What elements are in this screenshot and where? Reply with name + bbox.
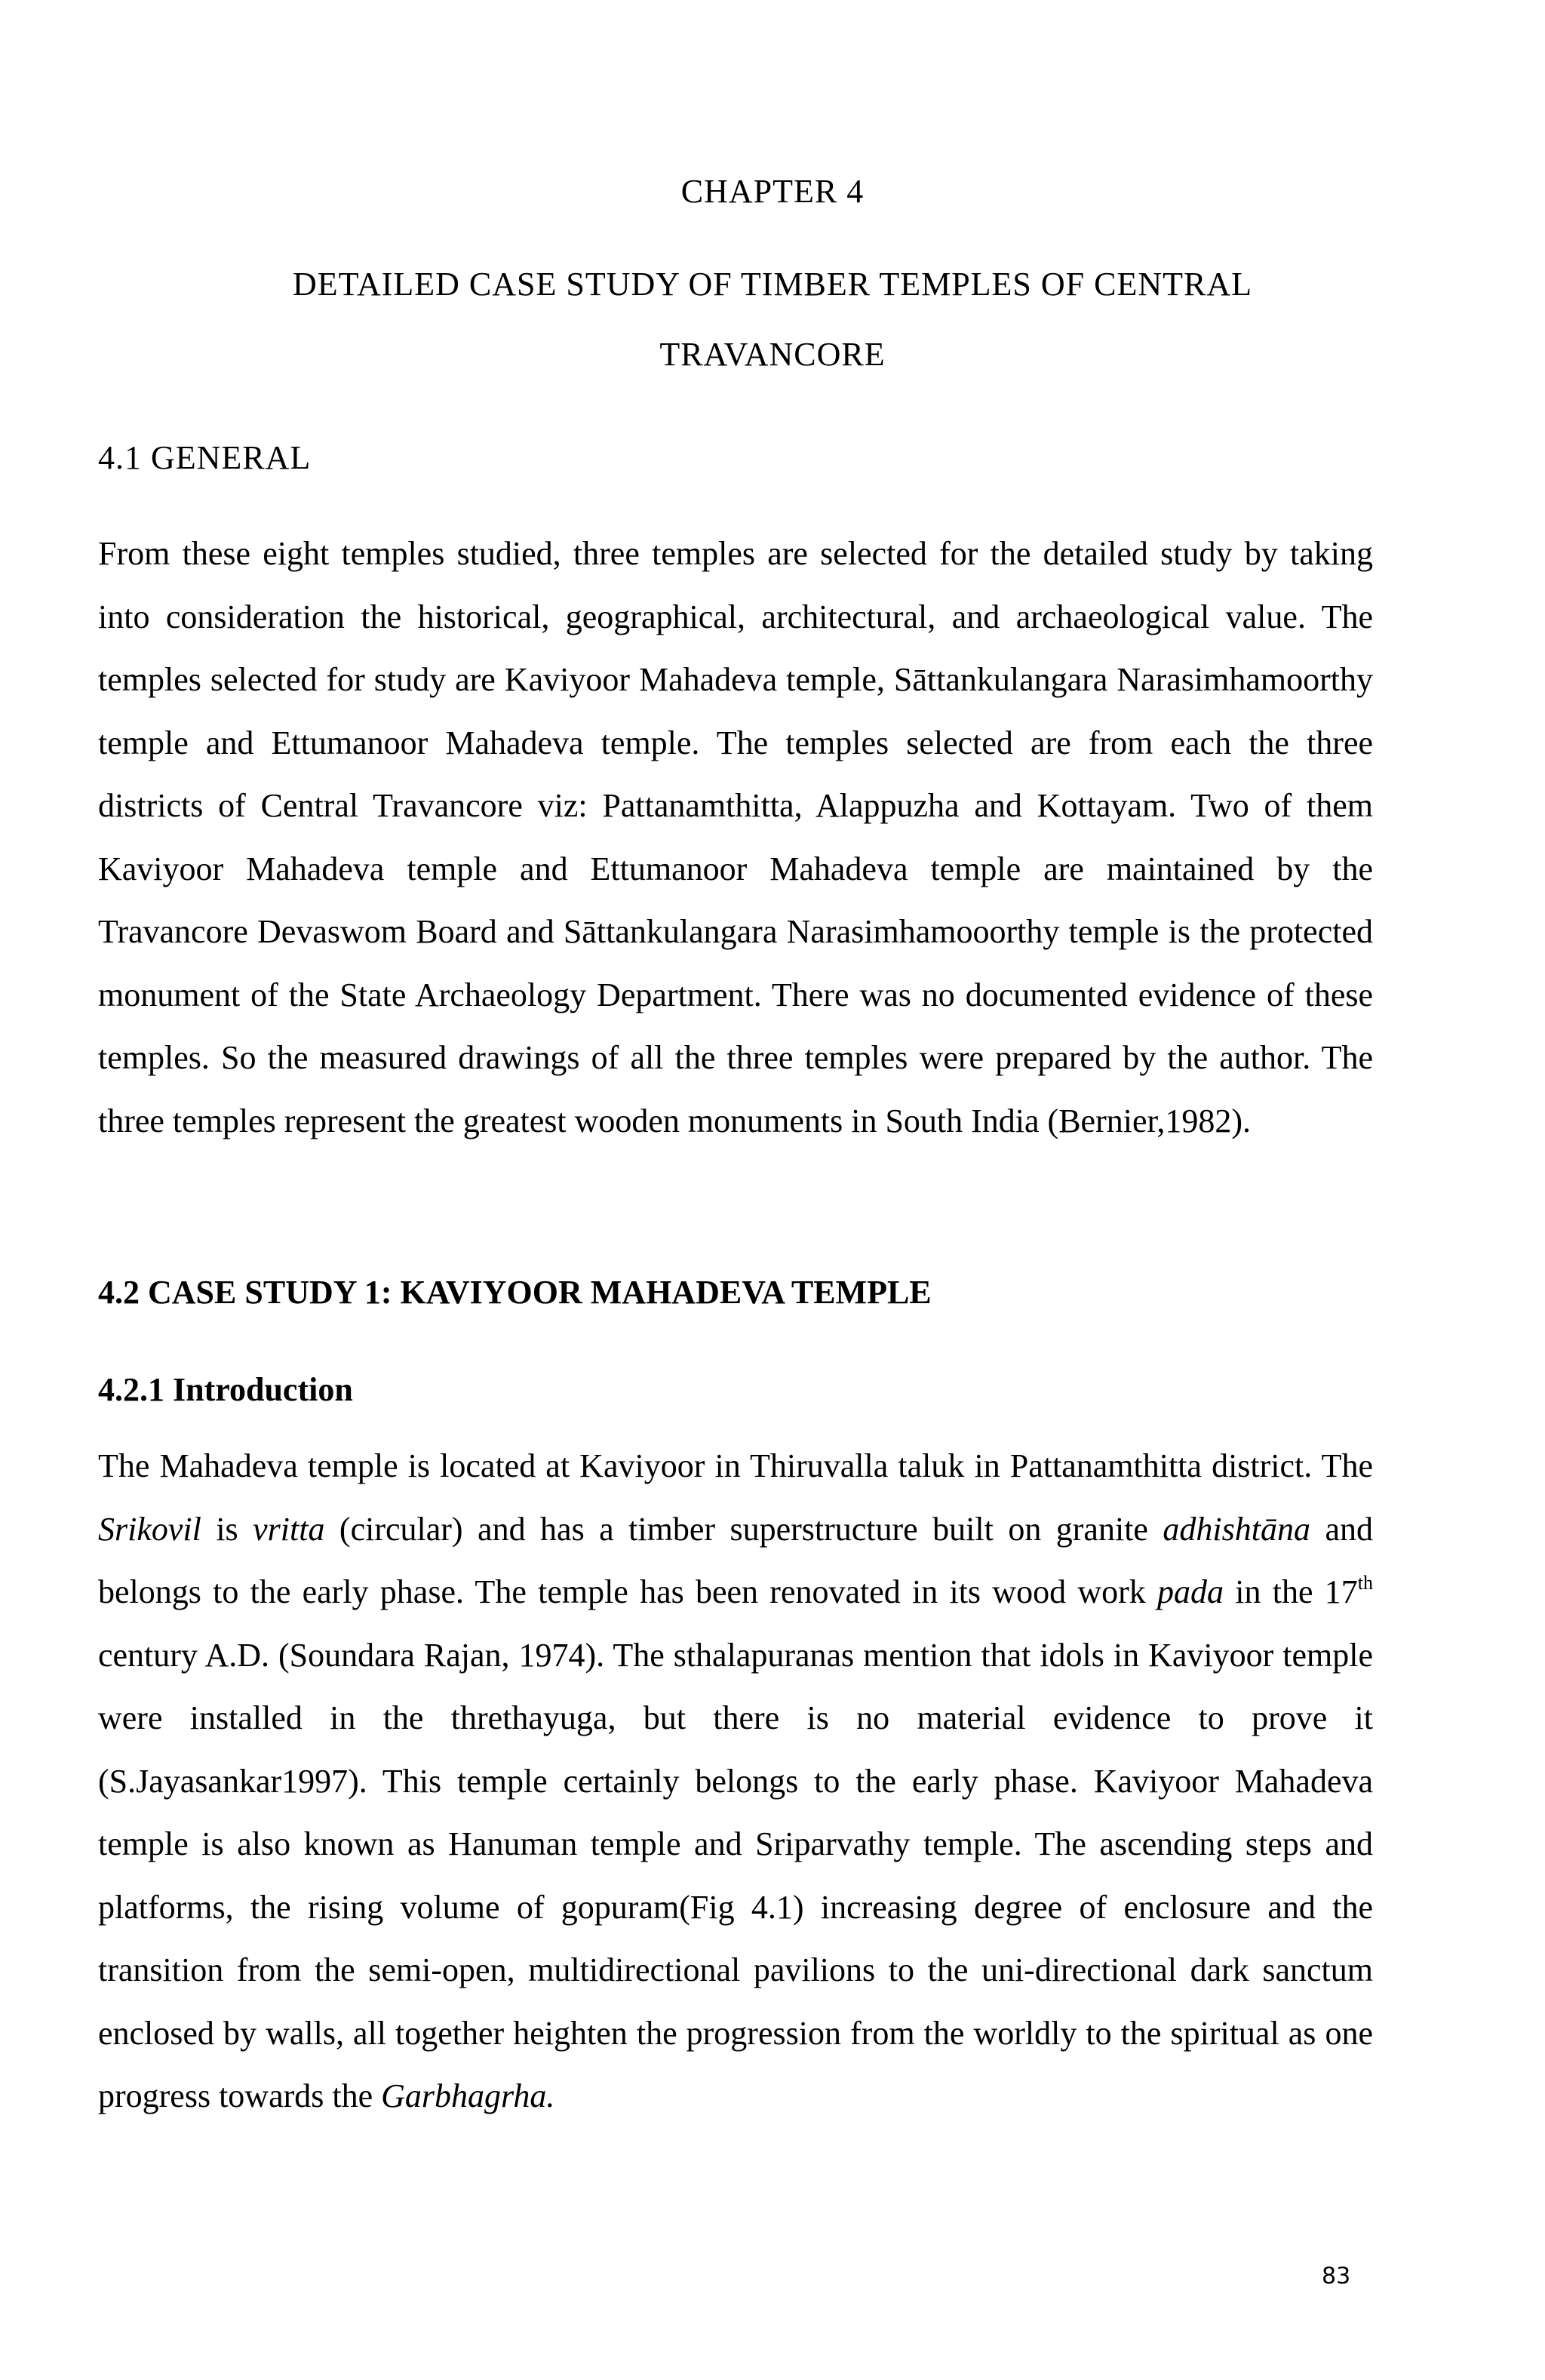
intro-text-1: The Mahadeva temple is located at Kaviyoor in Thiruvalla taluk in Pattanamthitta district. The — [98, 1447, 1373, 1484]
page-number: 83 — [1322, 2263, 1351, 2289]
section-heading-case-study-1: 4.2 CASE STUDY 1: KAVIYOOR MAHADEVA TEMPLE — [98, 1274, 932, 1311]
intro-text-4: and belongs to the early phase. The temple has been renovated in its wood work — [98, 1510, 1373, 1610]
subsection-heading-introduction: 4.2.1 Introduction — [98, 1371, 353, 1408]
chapter-title-line-2: TRAVANCORE — [659, 336, 886, 373]
intro-term-vritta: vritta — [253, 1510, 325, 1548]
section-heading-general: 4.1 GENERAL — [98, 439, 312, 476]
intro-term-srikovil: Srikovil — [98, 1510, 201, 1548]
intro-text-2: is — [201, 1510, 253, 1548]
general-paragraph: From these eight temples studied, three temples are selected for the detailed study by taking into consideration the historical, geographical, architectural, and archaeological value. The temples selected for study are Kaviyoor Mahadeva temple, Sāttankulangara Narasimhamoorthy temple and Ettumanoor Mahadeva temple. The temples selected are from each the three districts of Central Travancore viz: Pattanamthitta, Alappuzha and Kottayam. Two of them Kaviyoor Mahadeva temple and Ettumanoor Mahadeva temple are maintained by the Travancore Devaswom Board and Sāttankulangara Narasimhamooorthy temple is the protected monument of the State Archaeology Department. There was no documented evidence of these temples. So the measured drawings of all the three temples were prepared by the author. The three temples represent the greatest wooden monuments in South India (Bernier,1982). — [98, 535, 1373, 1139]
chapter-label: CHAPTER 4 — [680, 173, 865, 210]
intro-superscript-th: th — [1357, 1572, 1373, 1594]
intro-term-garbhagrha: Garbhagrha. — [381, 2077, 555, 2114]
chapter-title-line-1: DETAILED CASE STUDY OF TIMBER TEMPLES OF CENTRAL — [292, 266, 1253, 303]
introduction-paragraph — [98, 1434, 1373, 2128]
intro-text-6: century A.D. (Soundara Rajan, 1974). The sthalapuranas mention that idols in Kaviyoor temple were installed in the threthayuga, but there is no material evidence to prove it (S.Jayasankar1997). This temple certainly belongs to the early phase. Kaviyoor Mahadeva temple is also known as Hanuman temple and Sriparvathy temple. The ascending steps and platforms, the rising volume of gopuram(Fig 4.1) increasing degree of enclosure and the transition from the semi-open, multidirectional pavilions to the uni-directional dark sanctum enclosed by walls, all together heighten the progression from the worldly to the spiritual as one progress towards the — [98, 1636, 1373, 2114]
intro-term-pada: pada — [1157, 1573, 1224, 1610]
intro-term-adhishtana: adhishtāna — [1163, 1510, 1310, 1548]
intro-text-3: (circular) and has a timber superstructure built on granite — [324, 1510, 1163, 1548]
intro-text-5: in the 17 — [1224, 1573, 1358, 1610]
